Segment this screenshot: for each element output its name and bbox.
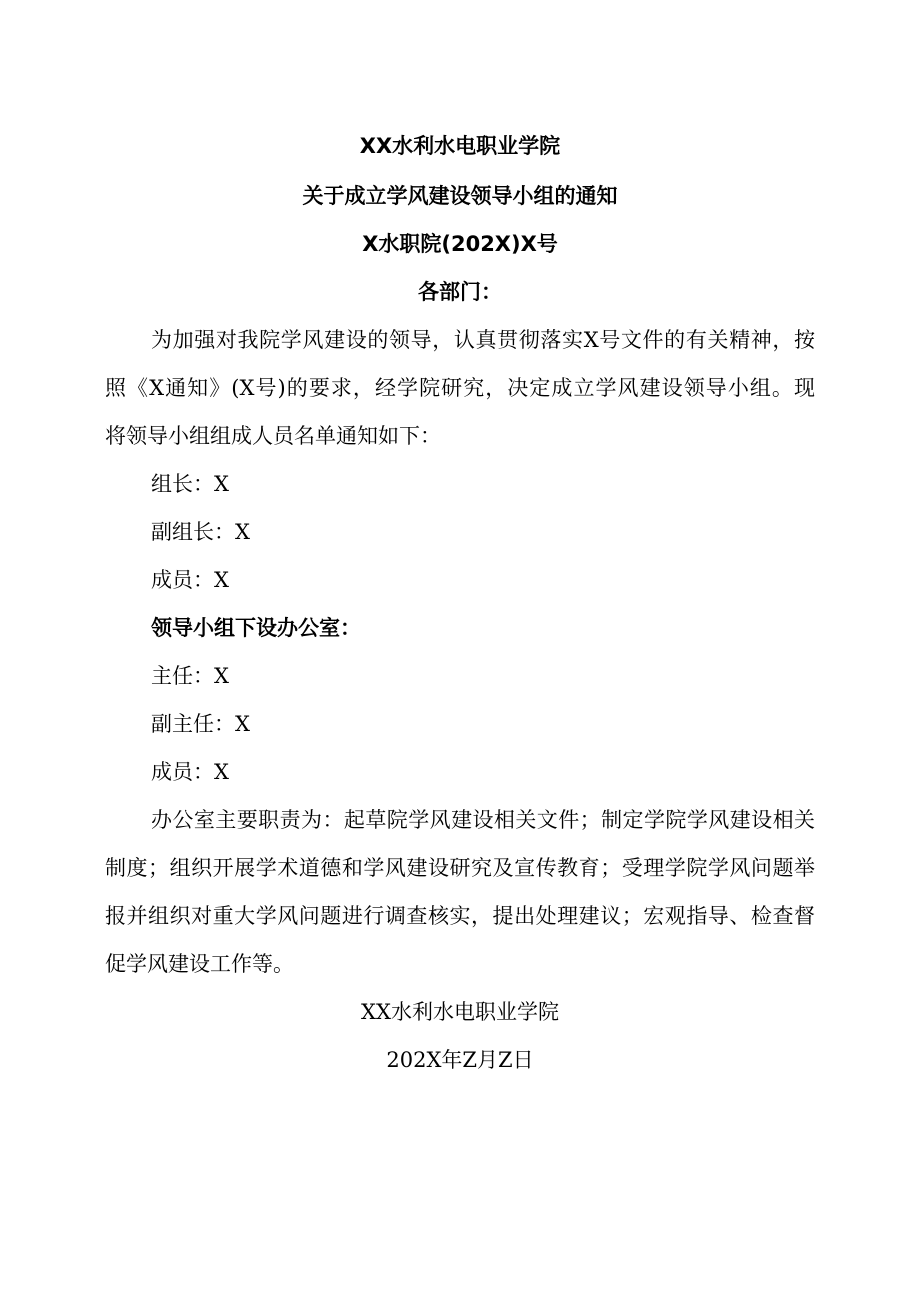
intro-line-2: 照《X通知》(X号)的要求，经学院研究，决定成立学风建设领导小组。现 [105, 376, 815, 400]
office-members: 成员：X [151, 760, 229, 784]
duties-line-4: 促学风建设工作等。 [105, 952, 294, 976]
duties-line-2: 制度；组织开展学术道德和学风建设研究及宣传教育；受理学院学风问题举 [105, 856, 815, 880]
salutation: 各部门： [418, 280, 502, 304]
intro-line-1: 为加强对我院学风建设的领导，认真贯彻落实X号文件的有关精神，按 [151, 328, 815, 352]
group-members: 成员：X [151, 568, 229, 592]
signature-institution: XX水利水电职业学院 [361, 1000, 559, 1024]
office-heading: 领导小组下设办公室： [151, 616, 361, 640]
office-director: 主任：X [151, 664, 229, 688]
intro-line-3: 将领导小组组成人员名单通知如下： [105, 424, 441, 448]
signature-date: 202X年Z月Z日 [386, 1048, 534, 1072]
institution-title: XX水利水电职业学院 [359, 134, 561, 158]
group-deputy-leader: 副组长：X [151, 520, 250, 544]
document-number: X水职院(202X)X号 [362, 232, 558, 256]
office-deputy-director: 副主任：X [151, 712, 250, 736]
duties-line-1: 办公室主要职责为：起草院学风建设相关文件；制定学院学风建设相关 [151, 808, 815, 832]
duties-line-3: 报并组织对重大学风问题进行调查核实，提出处理建议；宏观指导、检查督 [105, 904, 815, 928]
notice-title: 关于成立学风建设领导小组的通知 [302, 184, 618, 208]
group-leader: 组长：X [151, 472, 229, 496]
